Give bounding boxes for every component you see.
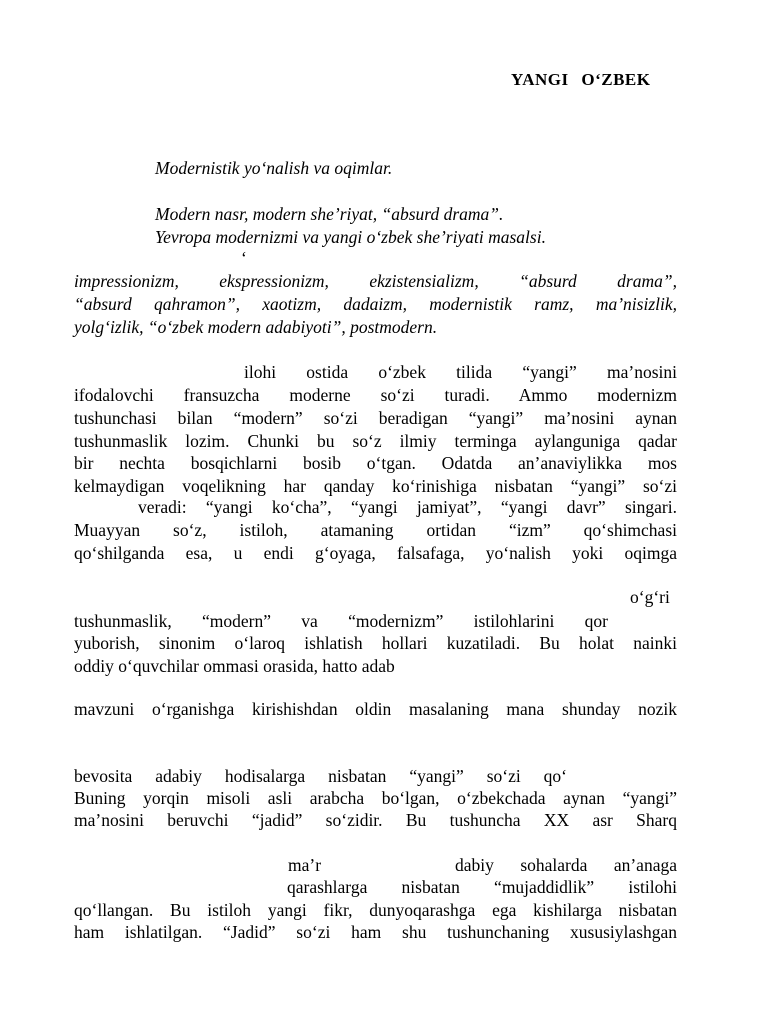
body-line-17: ma’nosini beruvchi “jadid” so‘zidir. Bu tushuncha XX asr Sharq — [74, 810, 677, 830]
topic-line-2: Modern nasr, modern she’riyat, “absurd drama”. — [155, 204, 504, 224]
body-line-21: ham ishlatilgan. “Jadid” so‘zi ham shu tushunchaning xususiylashgan — [74, 922, 677, 942]
body-line-02: ifodalovchi fransuzcha moderne so‘zi turadi. Ammo modernizm — [74, 385, 677, 405]
keywords-line-3: yolg‘izlik, “o‘zbek modern adabiyoti”, postmodern. — [74, 317, 438, 337]
body-line-15: bevosita adabiy hodisalarga nisbatan “yangi” so‘zi qo‘ — [74, 766, 567, 786]
body-line-16: Buning yorqin misoli asli arabcha bo‘lgan, o‘zbekchada aynan “yangi” — [74, 788, 677, 808]
body-line-09: qo‘shilganda esa, u endi g‘oyaga, falsafaga, yo‘nalish yoki oqimga — [74, 543, 677, 563]
stray-mark: ‘ — [241, 248, 247, 268]
body-line-13: oddiy o‘quvchilar ommasi orasida, hatto adab — [74, 656, 395, 676]
body-line-12: yuborish, sinonim o‘laroq ishlatish hollari kuzatiladi. Bu holat nainki — [74, 633, 677, 653]
topic-line-3: Yevropa modernizmi va yangi o‘zbek she’riyati masalsi. — [155, 227, 546, 247]
body-line-18a: ma’r — [288, 855, 322, 875]
body-line-04: tushunmaslik lozim. Chunki bu so‘z ilmiy terminga aylanguniga qadar — [74, 431, 677, 451]
body-line-10: o‘g‘ri — [630, 587, 670, 607]
body-line-06: kelmaydigan voqelikning har qanday ko‘rinishiga nisbatan “yangi” so‘zi — [74, 476, 677, 496]
body-line-07: veradi: “yangi ko‘cha”, “yangi jamiyat”, “yangi davr” singari. — [138, 497, 677, 517]
body-line-14: mavzuni o‘rganishga kirishishdan oldin masalaning mana shunday nozik — [74, 699, 677, 719]
body-line-20: qo‘llangan. Bu istiloh yangi fikr, dunyoqarashga ega kishilarga nisbatan — [74, 900, 677, 920]
topic-line-1: Modernistik yo‘nalish va oqimlar. — [155, 158, 393, 178]
body-line-01: ilohi ostida o‘zbek tilida “yangi” ma’nosini — [244, 362, 677, 382]
page-title: YANGI O‘ZBEK — [511, 70, 651, 89]
body-line-08: Muayyan so‘z, istiloh, atamaning ortidan “izm” qo‘shimchasi — [74, 520, 677, 540]
keywords-line-1: impressionizm, ekspressionizm, ekzistensializm, “absurd drama”, — [74, 271, 677, 291]
body-line-18b: dabiy sohalarda an’anaga — [455, 855, 677, 875]
body-line-05: bir nechta bosqichlarni bosib o‘tgan. Odatda an’anaviylikka mos — [74, 453, 677, 473]
body-line-19: qarashlarga nisbatan “mujaddidlik” istilohi — [287, 877, 677, 897]
keywords-line-2: “absurd qahramon”, xaotizm, dadaizm, modernistik ramz, ma’nisizlik, — [74, 294, 677, 314]
body-line-11: tushunmaslik, “modern” va “modernizm” istilohlarini qor — [74, 611, 608, 631]
body-line-03: tushunchasi bilan “modern” so‘zi beradigan “yangi” ma’nosini aynan — [74, 408, 677, 428]
